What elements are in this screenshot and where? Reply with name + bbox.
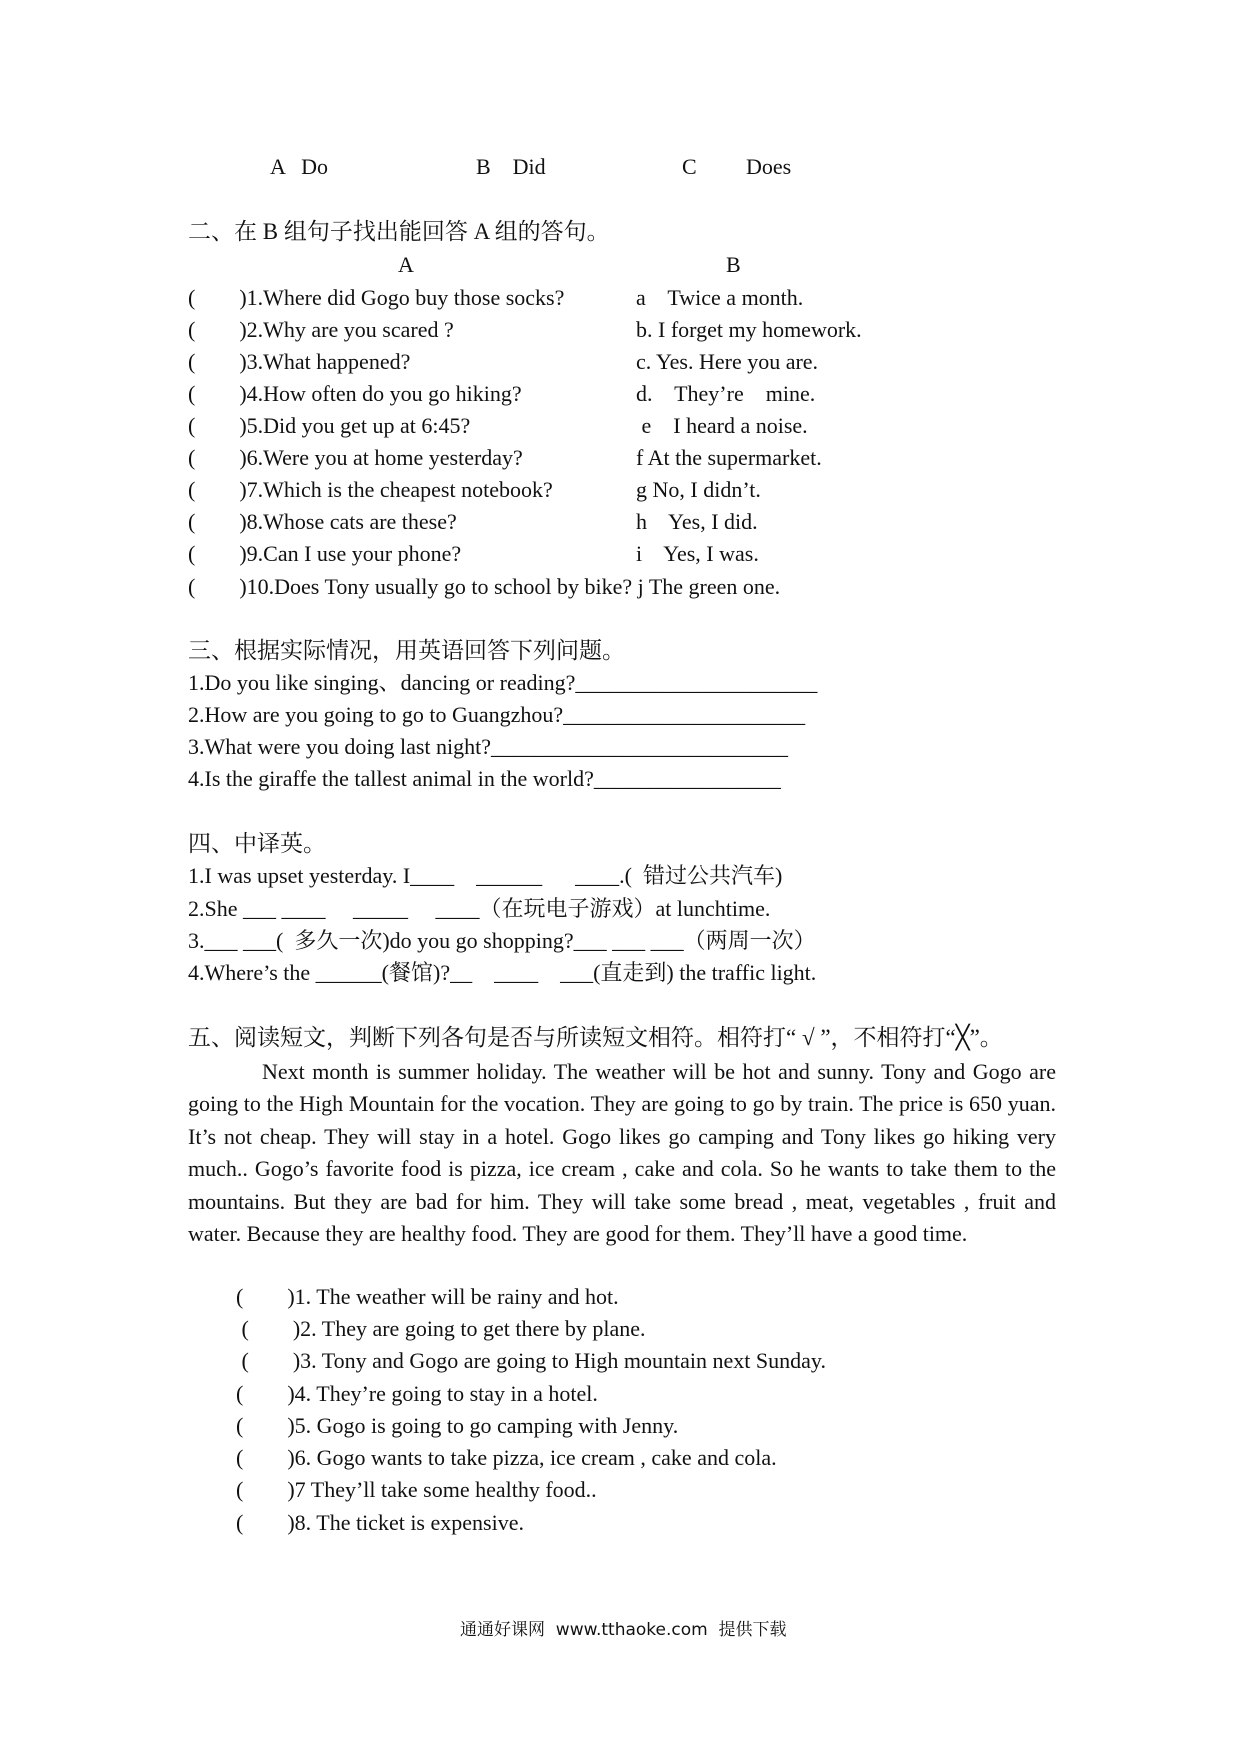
judgement-6: ( )6. Gogo wants to take pizza, ice cream , cake and cola. [236, 1445, 777, 1470]
answer-a: a Twice a month. [636, 285, 804, 310]
section3-title: 三、根据实际情况，用英语回答下列问题。 [188, 638, 625, 663]
answer-d: d. They’re mine. [636, 381, 816, 406]
reading-passage-text: Next month is summer holiday. The weather will be hot and sunny. Tony and Gogo are going to the High Mountain for the vocation. They are going to go by train. The price is 650 yuan. It’s not cheap. They will stay in a hotel. Gogo likes go camping and Tony likes go hiking very much.. Gogo’s favorite food is pizza, ice cream , cake and cola. So he wants to take them to the mountains. But they are bad for him. They will take some bread , meat, vegetables , fruit and water. Because they are healthy food. They are good for them. They’ll have a good time. [188, 1059, 1056, 1247]
section2-title: 二、在 B 组句子找出能回答 A 组的答句。 [188, 219, 610, 244]
section3-item-4: 4.Is the giraffe the tallest animal in the world?_________________ [188, 766, 781, 791]
answer-f: f At the supermarket. [636, 445, 822, 470]
question-5: ( )5.Did you get up at 6:45? [188, 413, 471, 438]
section4-item-3: 3.___ ___( 多久一次)do you go shopping?___ ___ ___（两周一次） [188, 928, 816, 953]
question-4: ( )4.How often do you go hiking? [188, 381, 522, 406]
section4-title: 四、中译英。 [188, 831, 326, 856]
reading-passage [188, 1056, 1056, 1250]
answer-h: h Yes, I did. [636, 509, 758, 534]
question-10: ( )10.Does Tony usually go to school by bike? j The green one. [188, 574, 781, 599]
question-9: ( )9.Can I use your phone? [188, 541, 462, 566]
answer-b: b. I forget my homework. [636, 317, 862, 342]
option-b: B Did [476, 154, 546, 179]
section3-item-1: 1.Do you like singing、dancing or reading?______________________ [188, 670, 818, 695]
judgement-3: ( )3. Tony and Gogo are going to High mountain next Sunday. [236, 1348, 826, 1373]
question-3: ( )3.What happened? [188, 349, 411, 374]
judgement-4: ( )4. They’re going to stay in a hotel. [236, 1381, 598, 1406]
section2-col-b: B [726, 252, 741, 277]
section5-title: 五、阅读短文，判断下列各句是否与所读短文相符。相符打“ √ ”，不相符打“╳”。 [188, 1025, 1003, 1050]
option-c-letter: C [682, 154, 697, 179]
option-a: A Do [270, 154, 329, 179]
question-7: ( )7.Which is the cheapest notebook? [188, 477, 553, 502]
judgement-7: ( )7 They’ll take some healthy food.. [236, 1477, 597, 1502]
section3-item-2: 2.How are you going to go to Guangzhou?______________________ [188, 702, 806, 727]
question-8: ( )8.Whose cats are these? [188, 509, 457, 534]
section4-item-2: 2.She ___ ____ _____ ____（在玩电子游戏）at lunchtime. [188, 896, 771, 921]
section2-col-a: A [398, 252, 414, 277]
judgement-5: ( )5. Gogo is going to go camping with Jenny. [236, 1413, 679, 1438]
question-6: ( )6.Were you at home yesterday? [188, 445, 523, 470]
option-c-text: Does [746, 154, 792, 179]
footer-watermark: 通通好课网 www.tthaoke.com 提供下载 [460, 1620, 787, 1640]
answer-i: i Yes, I was. [636, 541, 759, 566]
judgement-2: ( )2. They are going to get there by plane. [236, 1316, 646, 1341]
question-2: ( )2.Why are you scared ? [188, 317, 454, 342]
answer-c: c. Yes. Here you are. [636, 349, 819, 374]
question-1: ( )1.Where did Gogo buy those socks? [188, 285, 565, 310]
section3-item-3: 3.What were you doing last night?___________________________ [188, 734, 789, 759]
judgement-1: ( )1. The weather will be rainy and hot. [236, 1284, 619, 1309]
section4-item-1: 1.I was upset yesterday. I____ ______ ____.( 错过公共汽车) [188, 863, 783, 888]
answer-g: g No, I didn’t. [636, 477, 761, 502]
section4-item-4: 4.Where’s the ______(餐馆)?__ ____ ___(直走到) the traffic light. [188, 960, 817, 985]
judgement-8: ( )8. The ticket is expensive. [236, 1510, 524, 1535]
answer-e: e I heard a noise. [636, 413, 808, 438]
